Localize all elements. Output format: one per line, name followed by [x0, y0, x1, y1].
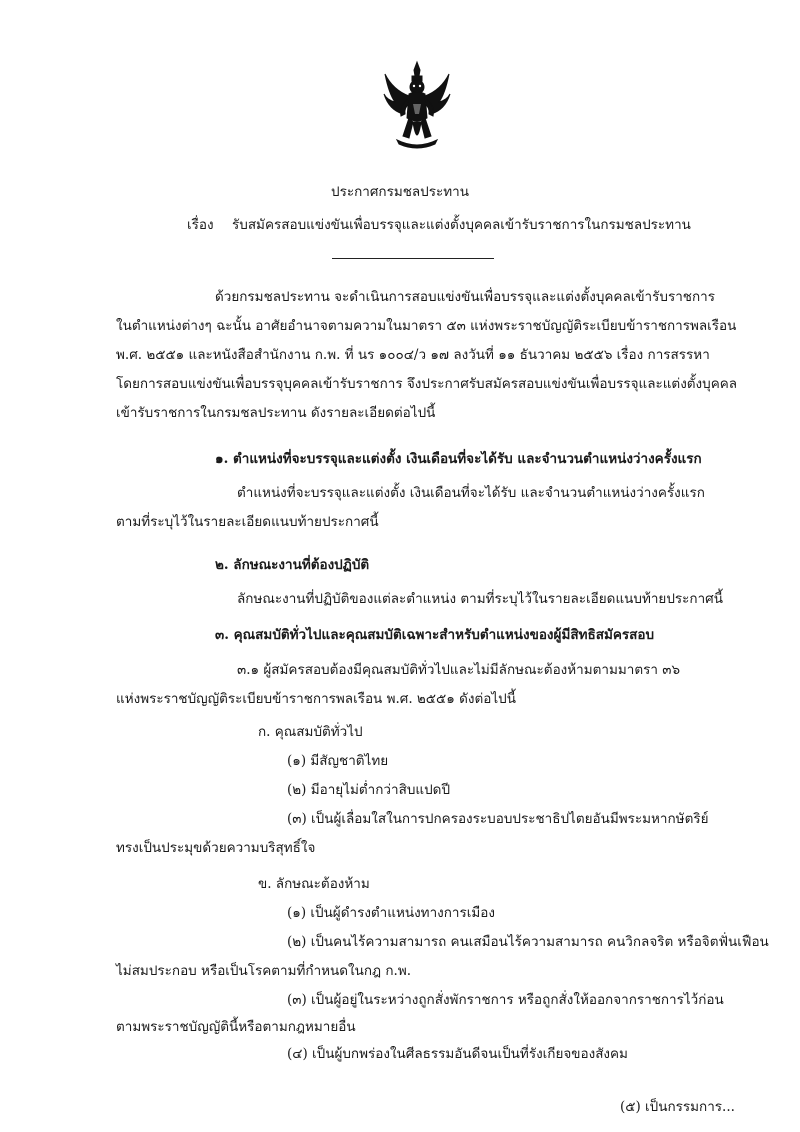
prohibited-item-1: (๑) เป็นผู้ดำรงตำแหน่งทางการเมือง [287, 905, 495, 921]
prohibited-item-3a: (๓) เป็นผู้อยู่ในระหว่างถูกสั่งพักราชการ หรือถูกสั่งให้ออกจากราชการไว้ก่อน [287, 992, 724, 1008]
subject-text: รับสมัครสอบแข่งขันเพื่อบรรจุและแต่งตั้งบุคคลเข้ารับราชการในกรมชลประทาน [232, 217, 691, 233]
section-1-line-2: ตามที่ระบุไว้ในรายละเอียดแนบท้ายประกาศนี้ [116, 514, 379, 530]
general-item-3b: ทรงเป็นประมุขด้วยความบริสุทธิ์ใจ [116, 840, 316, 856]
section-1-line-1: ตำแหน่งที่จะบรรจุและแต่งตั้ง เงินเดือนที่จะได้รับ และจำนวนตำแหน่งว่างครั้งแรก [237, 485, 705, 501]
subject-label: เรื่อง [187, 217, 214, 233]
prohibited-item-3b: ตามพระราชบัญญัตินี้หรือตามกฎหมายอื่น [116, 1019, 356, 1035]
section-2-body: ลักษณะงานที่ปฏิบัติของแต่ละตำแหน่ง ตามที่ระบุไว้ในรายละเอียดแนบท้ายประกาศนี้ [237, 591, 723, 607]
prohibited-item-2b: ไม่สมประกอบ หรือเป็นโรคตามที่กำหนดในกฎ ก.พ. [116, 963, 412, 979]
prohibited-label: ข. ลักษณะต้องห้าม [258, 876, 370, 892]
intro-line-3: พ.ศ. ๒๕๕๑ และหนังสือสำนักงาน ก.พ. ที่ นร ๑๐๐๔/ว ๑๗ ลงวันที่ ๑๑ ธันวาคม ๒๕๕๖ เรื่อง การสรรหา [116, 347, 710, 363]
garuda-emblem-icon [383, 60, 451, 150]
section-3-1-line-1: ๓.๑ ผู้สมัครสอบต้องมีคุณสมบัติทั่วไปและไม่มีลักษณะต้องห้ามตามมาตรา ๓๖ [237, 662, 681, 678]
header-divider [332, 258, 494, 259]
section-3-heading: ๓. คุณสมบัติทั่วไปและคุณสมบัติเฉพาะสำหรับตำแหน่งของผู้มีสิทธิสมัครสอบ [215, 627, 655, 643]
general-item-1: (๑) มีสัญชาติไทย [287, 753, 389, 769]
intro-line-5: เข้ารับราชการในกรมชลประทาน ดังรายละเอียดต่อไปนี้ [116, 405, 436, 421]
intro-line-1: ด้วยกรมชลประทาน จะดำเนินการสอบแข่งขันเพื่อบรรจุและแต่งตั้งบุคคลเข้ารับราชการ [215, 289, 715, 305]
general-qualifications-label: ก. คุณสมบัติทั่วไป [258, 724, 363, 740]
page-continuation: (๕) เป็นกรรมการ... [620, 1099, 735, 1115]
intro-line-2: ในตำแหน่งต่างๆ ฉะนั้น อาศัยอำนาจตามความในมาตรา ๕๓ แห่งพระราชบัญญัติระเบียบข้าราชการพลเรือน [116, 318, 737, 334]
announcement-title: ประกาศกรมชลประทาน [331, 184, 469, 200]
prohibited-item-2a: (๒) เป็นคนไร้ความสามารถ คนเสมือนไร้ความสามารถ คนวิกลจริต หรือจิตฟั่นเฟือน [287, 934, 769, 950]
section-3-1-line-2: แห่งพระราชบัญญัติระเบียบข้าราชการพลเรือน พ.ศ. ๒๕๕๑ ดังต่อไปนี้ [116, 691, 516, 707]
general-item-3a: (๓) เป็นผู้เลื่อมใสในการปกครองระบอบประชาธิปไตยอันมีพระมหากษัตริย์ [287, 811, 709, 827]
general-item-2: (๒) มีอายุไม่ต่ำกว่าสิบแปดปี [287, 782, 451, 798]
section-2-heading: ๒. ลักษณะงานที่ต้องปฏิบัติ [215, 557, 370, 573]
prohibited-item-4: (๔) เป็นผู้บกพร่องในศีลธรรมอันดีจนเป็นที่รังเกียจของสังคม [287, 1046, 628, 1062]
intro-line-4: โดยการสอบแข่งขันเพื่อบรรจุบุคคลเข้ารับราชการ จึงประกาศรับสมัครสอบแข่งขันเพื่อบรรจุและแต่งตั้งบุคคล [116, 376, 738, 392]
section-1-heading: ๑. ตำแหน่งที่จะบรรจุและแต่งตั้ง เงินเดือนที่จะได้รับ และจำนวนตำแหน่งว่างครั้งแรก [215, 451, 702, 467]
